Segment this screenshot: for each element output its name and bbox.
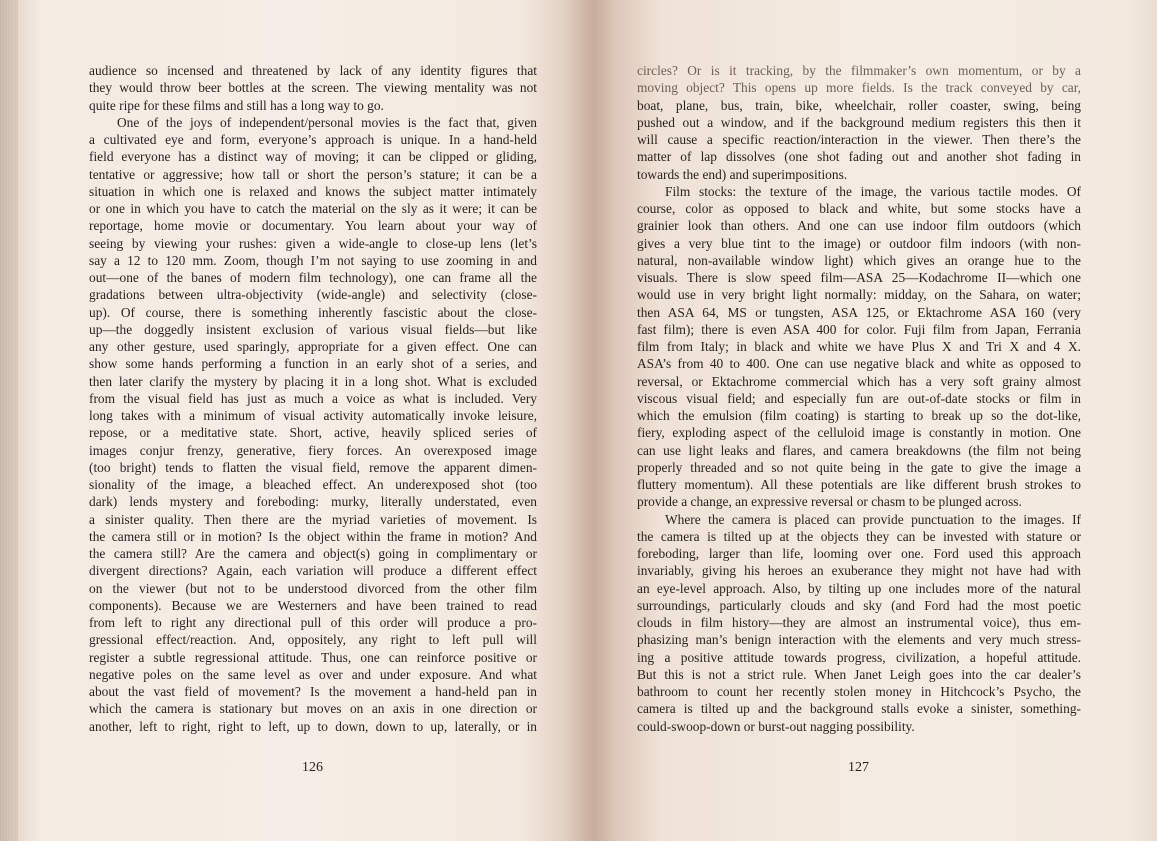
text-line: situation in which one is relaxed and knows the subject matter intimately <box>89 183 537 199</box>
text-line: sionality of the image, a bleached effect. An underexposed shot (too <box>89 477 537 492</box>
text-line: would use in very bright light normally: midday, on the Sahara, on water; <box>637 287 1081 303</box>
text-line: gives a very blue tint to the image) or outdoor film indoors (with non- <box>637 235 1081 251</box>
text-line: could-swoop-down or burst-out nagging possibility. <box>637 718 915 734</box>
text-line: say a 12 to 120 mm. Zoom, though I’m not saying to use zooming in and <box>89 252 537 268</box>
text-line: tentative or aggressive; how tall or short the person’s stature; it can be a <box>89 166 537 182</box>
text-line: which the emulsion (film coating) is starting to break up so the dot-like, <box>637 408 1081 423</box>
text-line: surroundings, particularly clouds and sky (and Ford had the most poetic <box>637 597 1081 613</box>
text-line: divergent directions? Again, each variation will produce a different effect <box>89 563 537 579</box>
text-line: up—the doggedly insistent exclusion of various visual fields—but like <box>89 321 537 337</box>
text-line: clouds in film history—they are almost an instrumental voice), thus em- <box>637 615 1081 630</box>
text-line: reversal, or Ektachrome commercial which has a very soft grainy almost <box>637 373 1081 389</box>
text-line: fluttery momentum). All these potentials are like different brush strokes to <box>637 477 1081 492</box>
text-line: the camera still? Are the camera and object(s) going in complimentary or <box>89 546 537 561</box>
text-line: One of the joys of independent/personal movies is the fact that, given <box>117 114 537 130</box>
right-page-text <box>637 62 1081 735</box>
text-line: boat, plane, bus, train, bike, wheelchair, roller coaster, swing, being <box>637 97 1081 113</box>
text-line: another, left to right, right to left, up to down, down to up, laterally, or in <box>89 718 537 734</box>
page-edge <box>0 0 18 841</box>
text-line: towards the end) and superimpositions. <box>637 166 848 182</box>
text-line: which the camera is stationary but moves on an axis in one direction or <box>89 701 537 717</box>
text-line: fiery, exploding aspect of the celluloid image is constantly in motion. One <box>637 425 1081 441</box>
text-line: a cultivated eye and form, everyone’s approach is unique. In a hand-held <box>89 132 537 147</box>
text-line: images conjur frenzy, generative, fiery forces. An overexposed image <box>89 442 537 458</box>
text-line: invariably, giving his heroes an exuberance they might not have had with <box>637 563 1081 579</box>
text-line: provide a change, an expressive reversal or chasm to be plunged across. <box>637 494 1022 510</box>
text-line: gradations between ultra-objectivity (wide-angle) and selectivity (close- <box>89 287 537 303</box>
text-line: properly threaded and so not quite being in the gate to give the image a <box>637 459 1081 475</box>
text-line: up). Of course, there is something inherently fascistic about the close- <box>89 304 537 320</box>
text-line: reportage, home movie or documentary. You learn about your way of <box>89 218 537 234</box>
text-line: ASA’s from 40 to 400. One can use negative black and white as opposed to <box>637 356 1081 372</box>
text-line: phasizing man’s benign interaction with the elements and very much stress- <box>637 632 1081 648</box>
text-line: a sinister quality. Then there are the myriad varieties of movement. Is <box>89 511 537 527</box>
text-line: gressional effect/reaction. And, oppositely, any right to left pull will <box>89 632 537 648</box>
text-line: an eye-level approach. Also, by tilting up one includes more of the natural <box>637 580 1081 596</box>
text-line: about the vast field of movement? Is the movement a hand-held pan in <box>89 684 537 699</box>
text-line: the camera is tilted up at the objects they can be invested with stature or <box>637 528 1081 544</box>
text-line: Where the camera is placed can provide punctuation to the images. If <box>665 511 1081 527</box>
text-line: visuals. There is slow speed film—ASA 25—Kodachrome II—which one <box>637 270 1081 285</box>
page-number-right: 127 <box>848 760 869 775</box>
text-line: register a subtle regressional attitude. Thus, one can reinforce positive or <box>89 649 537 665</box>
text-line: they would throw beer bottles at the screen. The viewing mentality was not <box>89 80 537 96</box>
page-number-left: 126 <box>302 760 323 775</box>
text-line: on the viewer (but not to be understood divorced from the other film <box>89 580 537 596</box>
text-line: seeing by viewing your rushes: given a wide-angle to close-up lens (let’s <box>89 235 537 251</box>
text-line: from the visual field has just as much a voice as what is included. Very <box>89 390 537 406</box>
text-line: dark) lends mystery and foreboding: murky, literally understated, even <box>89 494 537 510</box>
text-line: film from Italy; in black and white we have Plus X and Tri X and 4 X. <box>637 339 1081 354</box>
text-line: the camera still or in motion? Is the object within the frame in motion? And <box>89 528 537 544</box>
text-line: or one in which you have to catch the material on the sly as it were; it can be <box>89 201 537 216</box>
text-line: circles? Or is it tracking, by the filmmaker’s own momentum, or by a <box>637 63 1081 78</box>
text-line: natural, non-available window light) which gives an orange hue to the <box>637 252 1081 268</box>
text-line: Film stocks: the texture of the image, the various tactile modes. Of <box>665 183 1081 199</box>
text-line: out—one of the banes of modern film technology), one can frame all the <box>89 270 537 285</box>
text-line: fast film); there is even ASA 400 for color. Fuji film from Japan, Ferrania <box>637 321 1081 337</box>
text-line: components). Because we are Westerners and have been trained to read <box>89 597 537 613</box>
text-line: course, color as opposed to black and white, but some stocks have a <box>637 201 1081 216</box>
text-line: then later clarify the mystery by placing it in a long shot. What is excluded <box>89 373 537 389</box>
text-line: matter of lap dissolves (one shot fading out and another shot fading in <box>637 149 1081 165</box>
text-line: show some hands performing a function in an early shot of a series, and <box>89 356 537 372</box>
text-line: foreboding, larger than life, looming over one. Ford used this approach <box>637 546 1081 561</box>
text-line: then ASA 64, MS or tungsten, ASA 125, or Ektachrome ASA 160 (very <box>637 304 1081 320</box>
text-line: pushed out a window, and if the background medium registers this then it <box>637 114 1081 130</box>
text-line: will cause a specific reaction/interaction in the viewer. Then there’s the <box>637 132 1081 147</box>
text-line: long takes with a minimum of visual activity automatically invoke leisure, <box>89 408 537 423</box>
text-line: can use light leaks and flares, and camera breakdowns (the film not being <box>637 442 1081 458</box>
text-line: viscous visual field; and especially fun are out-of-date stocks or film in <box>637 390 1081 406</box>
text-line: quite ripe for these films and still has a long way to go. <box>89 97 384 113</box>
text-line: bathroom to count her recently stolen money in Hitchcock’s Psycho, the <box>637 684 1081 699</box>
text-line: any other gesture, used sparingly, appropriate for a given effect. One can <box>89 339 537 354</box>
text-line: camera is tilted up and the background stalls evoke a sinister, something- <box>637 701 1081 717</box>
text-line: But this is not a strict rule. When Janet Leigh goes into the car dealer’s <box>637 666 1081 682</box>
text-line: ing a positive attitude towards progress, civilization, a hopeful attitude. <box>637 649 1081 665</box>
text-line: grainier look than others. And one can use indoor film outdoors (which <box>637 218 1081 234</box>
text-line: from left to right any directional pull of this order will produce a pro- <box>89 615 537 630</box>
text-line: negative poles on the same level as over and under exposure. And what <box>89 666 537 682</box>
text-line: (too bright) tends to flatten the visual field, remove the apparent dimen- <box>89 459 537 475</box>
text-line: moving object? This opens up more fields. Is the track conveyed by car, <box>637 80 1081 96</box>
left-page-text <box>89 62 537 735</box>
text-line: field everyone has a distinct way of moving; it can be clipped or gliding, <box>89 149 537 165</box>
text-line: audience so incensed and threatened by lack of any identity figures that <box>89 63 537 78</box>
text-line: repose, or a meditative state. Short, active, heavily spliced series of <box>89 425 537 441</box>
